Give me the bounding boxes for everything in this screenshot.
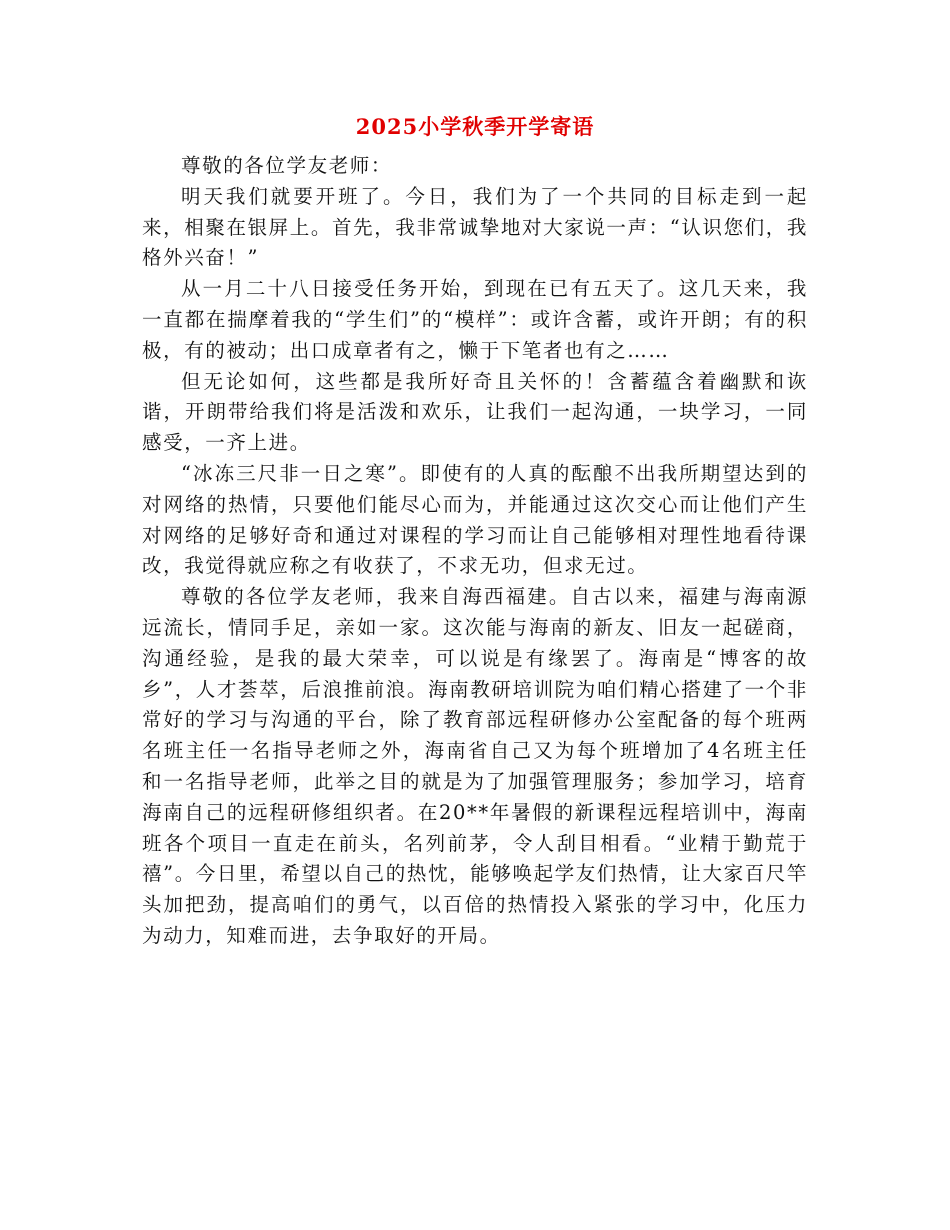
paragraph-5: 尊敬的各位学友老师，我来自海西福建。自古以来，福建与海南源远流长，情同手足，亲如一家。这次能与海南的新友、旧友一起磋商，沟通经验，是我的最大荣幸，可以说是有缘罢了。海南是“博客的故乡”，人才荟萃，后浪推前浪。海南教研培训院为咱们精心搭建了一个非常好的学习与沟通的平台，除了教育部远程研修办公室配备的每个班两名班主任一名指导老师之外，海南省自己又为每个班增加了4名班主任和一名指导老师，此举之目的就是为了加强管理服务；参加学习，培育海南自己的远程研修组织者。在20**年暑假的新课程远程培训中，海南班各个项目一直走在前头，名列前茅，令人刮目相看。“业精于勤荒于禧”。今日里，希望以自己的热忱，能够唤起学友们热情，让大家百尺竿头加把劲，提高咱们的勇气，以百倍的热情投入紧张的学习中，化压力为动力，知难而进，去争取好的开局。: [142, 585, 808, 947]
paragraph-1: 明天我们就要开班了。今日，我们为了一个共同的目标走到一起来，相聚在银屏上。首先，我非常诚挚地对大家说一声：“认识您们，我格外兴奋！”: [142, 184, 808, 270]
paragraph-3: 但无论如何，这些都是我所好奇且关怀的！含蓄蕴含着幽默和诙谐，开朗带给我们将是活泼和欢乐，让我们一起沟通，一块学习，一同感受，一齐上进。: [142, 369, 808, 455]
paragraph-2: 从一月二十八日接受任务开始，到现在已有五天了。这几天来，我一直都在揣摩着我的“学生们”的“模样”：或许含蓄，或许开朗；有的积极，有的被动；出口成章者有之，懒于下笔者也有之……: [142, 277, 808, 362]
page-title: 2025小学秋季开学寄语: [355, 114, 595, 139]
document-body: [142, 151, 808, 952]
paragraph-4: “冰冻三尺非一日之寒”。即使有的人真的酝酿不出我所期望达到的对网络的热情，只要他们能尽心而为，并能通过这次交心而让他们产生对网络的足够好奇和通过对课程的学习而让自己能够相对理性地看待课改，我觉得就应称之有收获了，不求无功，但求无过。: [142, 461, 808, 578]
paragraph-salutation: 尊敬的各位学友老师：: [181, 154, 393, 177]
